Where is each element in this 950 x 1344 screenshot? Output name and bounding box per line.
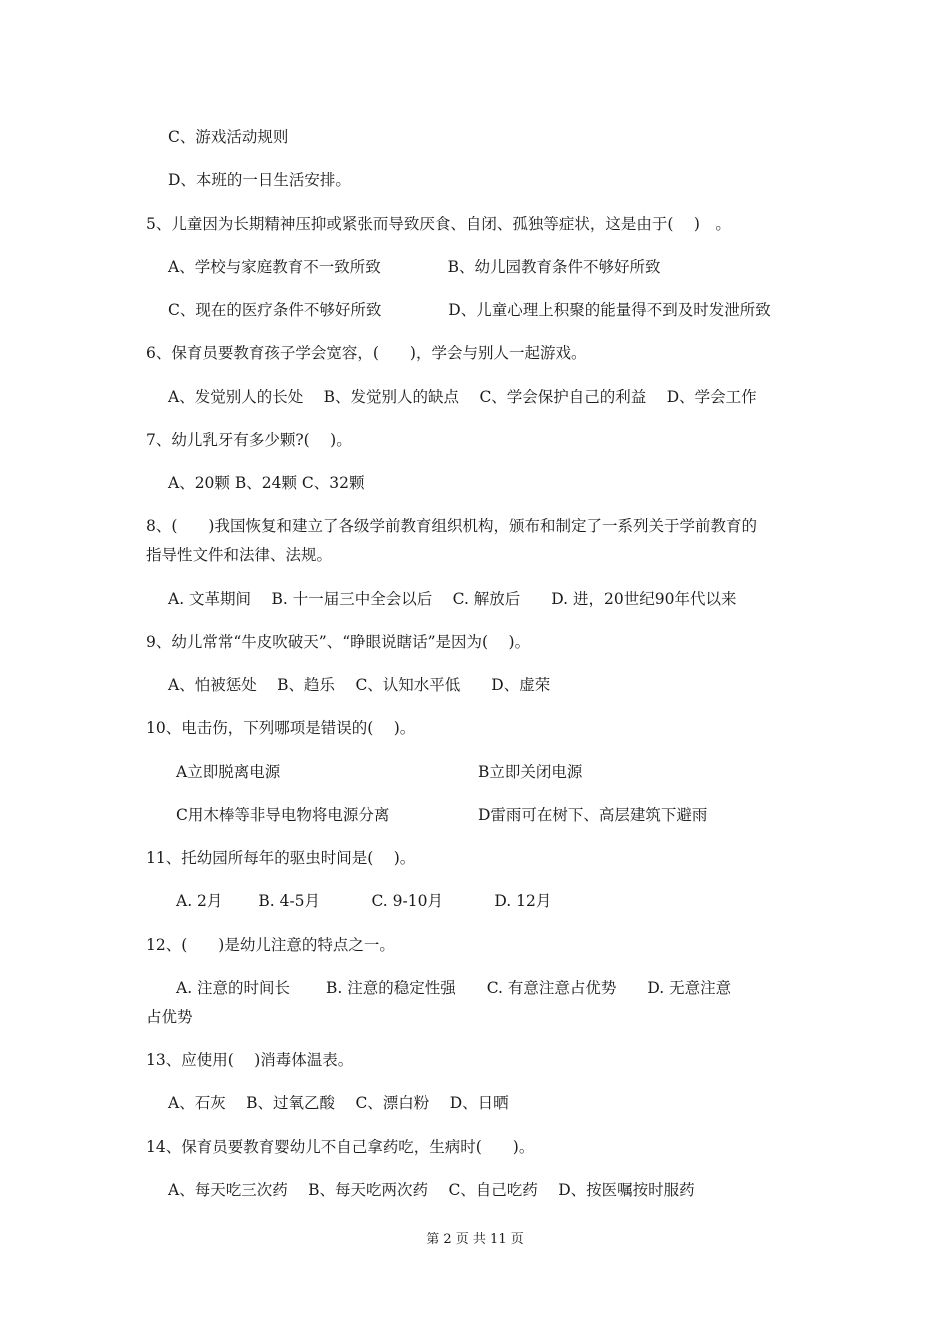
option-d-line: D、本班的一日生活安排。: [168, 171, 351, 189]
question-12: 12、( )是幼儿注意的特点之一。: [146, 936, 395, 954]
question-8-line-2: 指导性文件和法律、法规。: [146, 546, 333, 564]
question-13: 13、应使用( )消毒体温表。: [146, 1051, 354, 1069]
question-5: 5、儿童因为长期精神压抑或紧张而导致厌食、自闭、孤独等症状，这是由于( ) 。: [146, 215, 731, 233]
question-5-options-cd: C、现在的医疗条件不够好所致 D、儿童心理上积聚的能量得不到及时发泄所致: [168, 301, 771, 319]
question-14-options: A、每天吃三次药 B、每天吃两次药 C、自己吃药 D、按医嘱按时服药: [168, 1181, 695, 1199]
question-12-options: A. 注意的时间长 B. 注意的稳定性强 C. 有意注意占优势 D. 无意注意: [176, 979, 732, 997]
question-11-options: A. 2月 B. 4-5月 C. 9-10月 D. 12月: [176, 892, 552, 910]
question-11: 11、托幼园所每年的驱虫时间是( )。: [146, 849, 416, 867]
question-10-option-b: B立即关闭电源: [478, 763, 583, 781]
question-6-options: A、发觉别人的长处 B、发觉别人的缺点 C、学会保护自己的利益 D、学会工作: [168, 388, 757, 406]
option-c-line: C、游戏活动规则: [168, 128, 289, 146]
question-14: 14、保育员要教育婴幼儿不自己拿药吃，生病时( )。: [146, 1138, 535, 1156]
question-6: 6、保育员要教育孩子学会宽容，( )，学会与别人一起游戏。: [146, 344, 587, 362]
page-footer: 第 2 页 共 11 页: [426, 1232, 524, 1247]
question-10-option-d: D雷雨可在树下、高层建筑下避雨: [478, 806, 708, 824]
question-10-option-a: A立即脱离电源: [176, 763, 281, 781]
question-9-options: A、怕被惩处 B、趋乐 C、认知水平低 D、虚荣: [168, 676, 551, 694]
question-8-options: A. 文革期间 B. 十一届三中全会以后 C. 解放后 D. 进，20世纪90年代以来: [168, 590, 737, 608]
question-9: 9、幼儿常常“牛皮吹破天”、“睁眼说瞎话”是因为( )。: [146, 633, 531, 651]
question-7-options: A、20颗 B、24颗 C、32颗: [168, 474, 365, 492]
question-12-options-cont: 占优势: [146, 1008, 193, 1026]
question-7: 7、幼儿乳牙有多少颗?( )。: [146, 431, 352, 449]
question-13-options: A、石灰 B、过氧乙酸 C、漂白粉 D、日晒: [168, 1094, 509, 1112]
question-10-option-c: C用木棒等非导电物将电源分离: [176, 806, 390, 824]
question-5-options-ab: A、学校与家庭教育不一致所致 B、幼儿园教育条件不够好所致: [168, 258, 661, 276]
question-8-line-1: 8、( )我国恢复和建立了各级学前教育组织机构，颁布和制定了一系列关于学前教育的: [146, 517, 757, 535]
question-10: 10、电击伤，下列哪项是错误的( )。: [146, 719, 416, 737]
